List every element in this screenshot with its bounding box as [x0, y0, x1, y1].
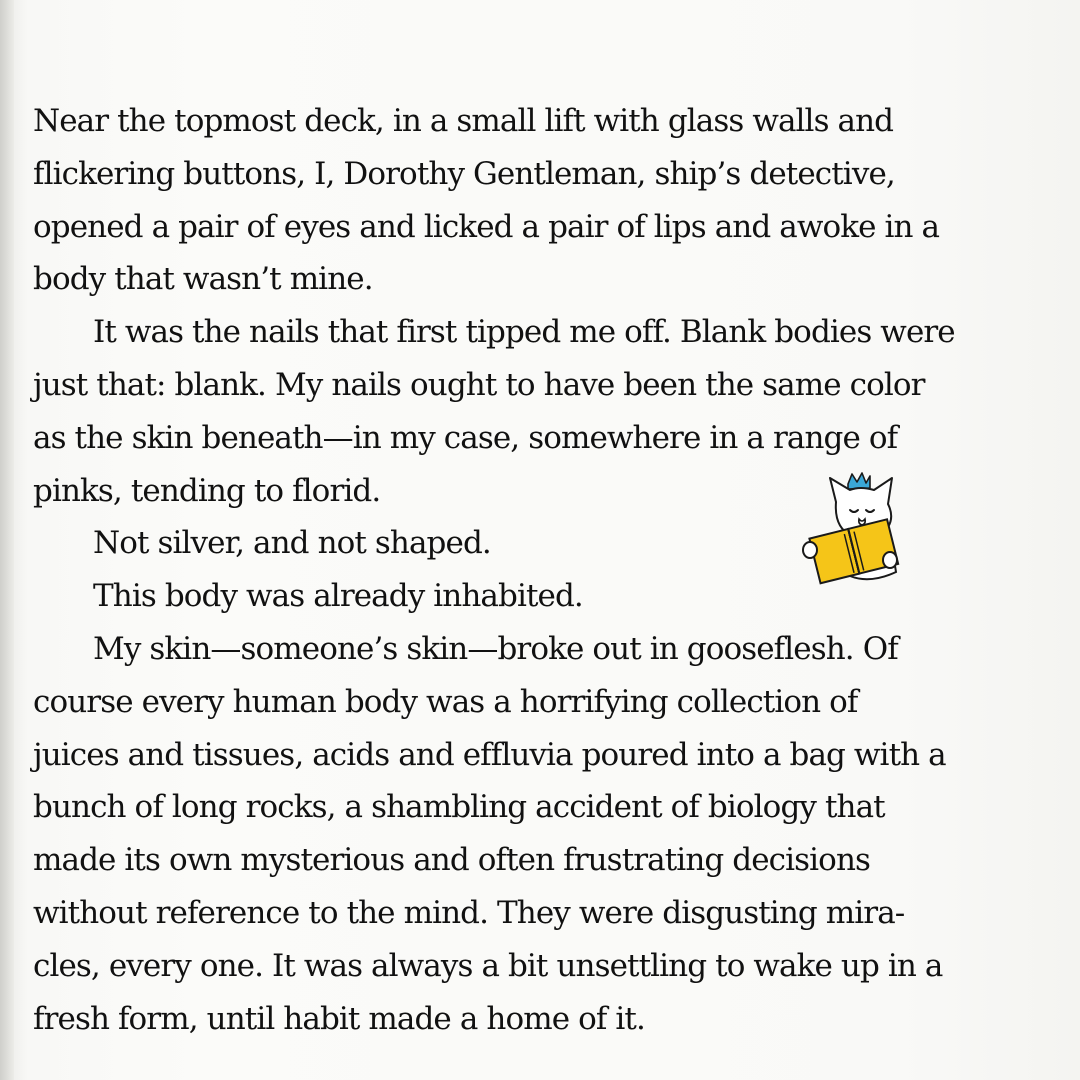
text-line: as the skin beneath—in my case, somewhere in a range of: [33, 419, 898, 456]
text-line: pinks, tending to florid.: [33, 472, 381, 509]
text-line: just that: blank. My nails ought to have been the same color: [33, 366, 925, 403]
text-line: juices and tissues, acids and effluvia poured into a bag with a: [33, 736, 946, 773]
text-line: opened a pair of eyes and licked a pair of lips and awoke in a: [33, 208, 940, 245]
text-line: My skin—someone’s skin—broke out in gooseflesh. Of: [93, 630, 898, 667]
text-line: body that wasn’t mine.: [33, 261, 373, 298]
text-line: Near the topmost deck, in a small lift with glass walls and: [33, 103, 894, 139]
text-line: fresh form, until habit made a home of it.: [33, 1000, 645, 1037]
body-text: [0, 95, 1080, 1045]
reading-cat-icon: [800, 472, 910, 587]
text-line: made its own mysterious and often frustrating decisions: [33, 842, 871, 879]
text-line: It was the nails that first tipped me off. Blank bodies were: [93, 314, 955, 351]
text-line: This body was already inhabited.: [93, 578, 583, 615]
text-line: cles, every one. It was always a bit unsettling to wake up in a: [33, 947, 943, 984]
text-line: flickering buttons, I, Dorothy Gentleman, ship’s detective,: [33, 155, 895, 192]
text-line: without reference to the mind. They were disgusting mira-: [33, 894, 905, 931]
text-line: Not silver, and not shaped.: [93, 525, 491, 562]
text-line: bunch of long rocks, a shambling accident of biology that: [33, 789, 885, 826]
text-line: course every human body was a horrifying collection of: [33, 683, 858, 720]
